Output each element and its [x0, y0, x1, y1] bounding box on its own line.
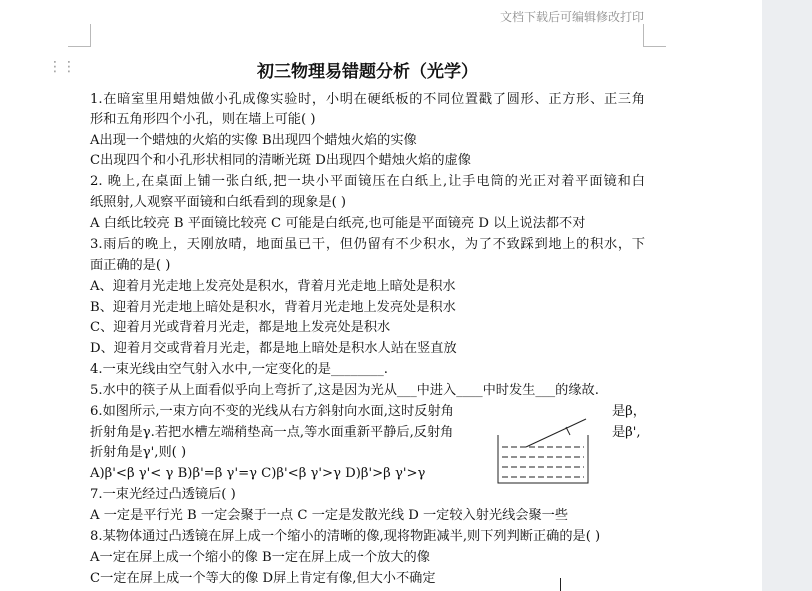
text-line: 7.一束光经过凸透镜后( ): [90, 487, 236, 502]
text-line: 5.水中的筷子从上面看似乎向上弯折了,这是因为光从___中进入____中时发生___的缘故.: [90, 383, 599, 398]
text-line: C一定在屏上成一个等大的像 D屏上肯定有像,但大小不确定: [90, 571, 436, 586]
text-line: A 白纸比较亮 B 平面镜比较亮 C 可能是白纸亮,也可能是平面镜亮 D 以上说法都不对: [90, 216, 586, 231]
text-line: 2. 晚上,在桌面上铺一张白纸,把一块小平面镜压在白纸上,让手电筒的光正对着平面镜和白: [90, 174, 645, 189]
text-line: 折射角是γ',则( ): [90, 445, 187, 460]
text-line: 1.在暗室里用蜡烛做小孔成像实验时，小明在硬纸板的不同位置戳了圆形、正方形、正三角: [90, 92, 645, 107]
text-line: 形和五角形四个小孔，则在墙上可能( ): [90, 112, 316, 127]
text-line: 8.某物体通过凸透镜在屏上成一个缩小的清晰的像,现将物距减半,则下列判断正确的是( ): [90, 529, 601, 544]
text-line: 6.如图所示,一束方向不变的光线从右方斜射向水面,这时反射角: [90, 404, 454, 419]
text-line: A、迎着月光走地上发亮处是积水，背着月光走地上暗处是积水: [90, 279, 456, 294]
text-line: C、迎着月光或背着月光走，都是地上发亮处是积水: [90, 320, 391, 335]
text-line: A)β'<β γ'< γ B)β'=β γ'=γ C)β'<β γ'>γ D)β'>β γ'>γ: [90, 466, 426, 481]
margin-corner-mark-left: [68, 24, 91, 47]
water-tank-diagram: [496, 417, 590, 485]
text-line: 3.雨后的晚上，天刚放晴，地面虽已干，但仍留有不少积水，为了不致踩到地上的积水，下: [90, 237, 645, 252]
scrollbar-gutter[interactable]: [762, 0, 812, 591]
text-line: A出现一个蜡烛的火焰的实像 B出现四个蜡烛火焰的实像: [90, 133, 417, 148]
margin-corner-mark-right: [643, 24, 666, 47]
text-line-right: 是β，: [612, 404, 646, 419]
text-line: A 一定是平行光 B 一定会聚于一点 C 一定是发散光线 D 一定较入射光线会聚一些: [90, 508, 569, 523]
text-line: A一定在屏上成一个缩小的像 B一定在屏上成一个放大的像: [90, 550, 430, 565]
text-line: B、迎着月光走地上暗处是积水，背着月光走地上发亮处是积水: [90, 300, 456, 315]
header-note: 文档下载后可编辑修改打印: [499, 10, 644, 24]
text-line: 纸照射,人观察平面镜和白纸看到的现象是( ): [90, 195, 347, 210]
text-line: 4.一束光线由空气射入水中,一定变化的是________.: [90, 362, 388, 377]
text-line: C出现四个和小孔形状相同的清晰光斑 D出现四个蜡烛火焰的虚像: [90, 153, 471, 168]
text-cursor: [560, 578, 561, 591]
text-line: 面正确的是( ): [90, 258, 171, 273]
document-title: 初三物理易错题分析（光学）: [257, 62, 478, 82]
drag-handle-icon[interactable]: ⋮⋮: [48, 59, 76, 75]
text-line: 折射角是γ.若把水槽左端稍垫高一点,等水面重新平静后,反射角: [90, 425, 454, 440]
text-line: D、迎着月交或背着月光走，都是地上暗处是积水人站在竖直放: [90, 341, 457, 356]
text-line-right: 是β',: [612, 425, 641, 440]
